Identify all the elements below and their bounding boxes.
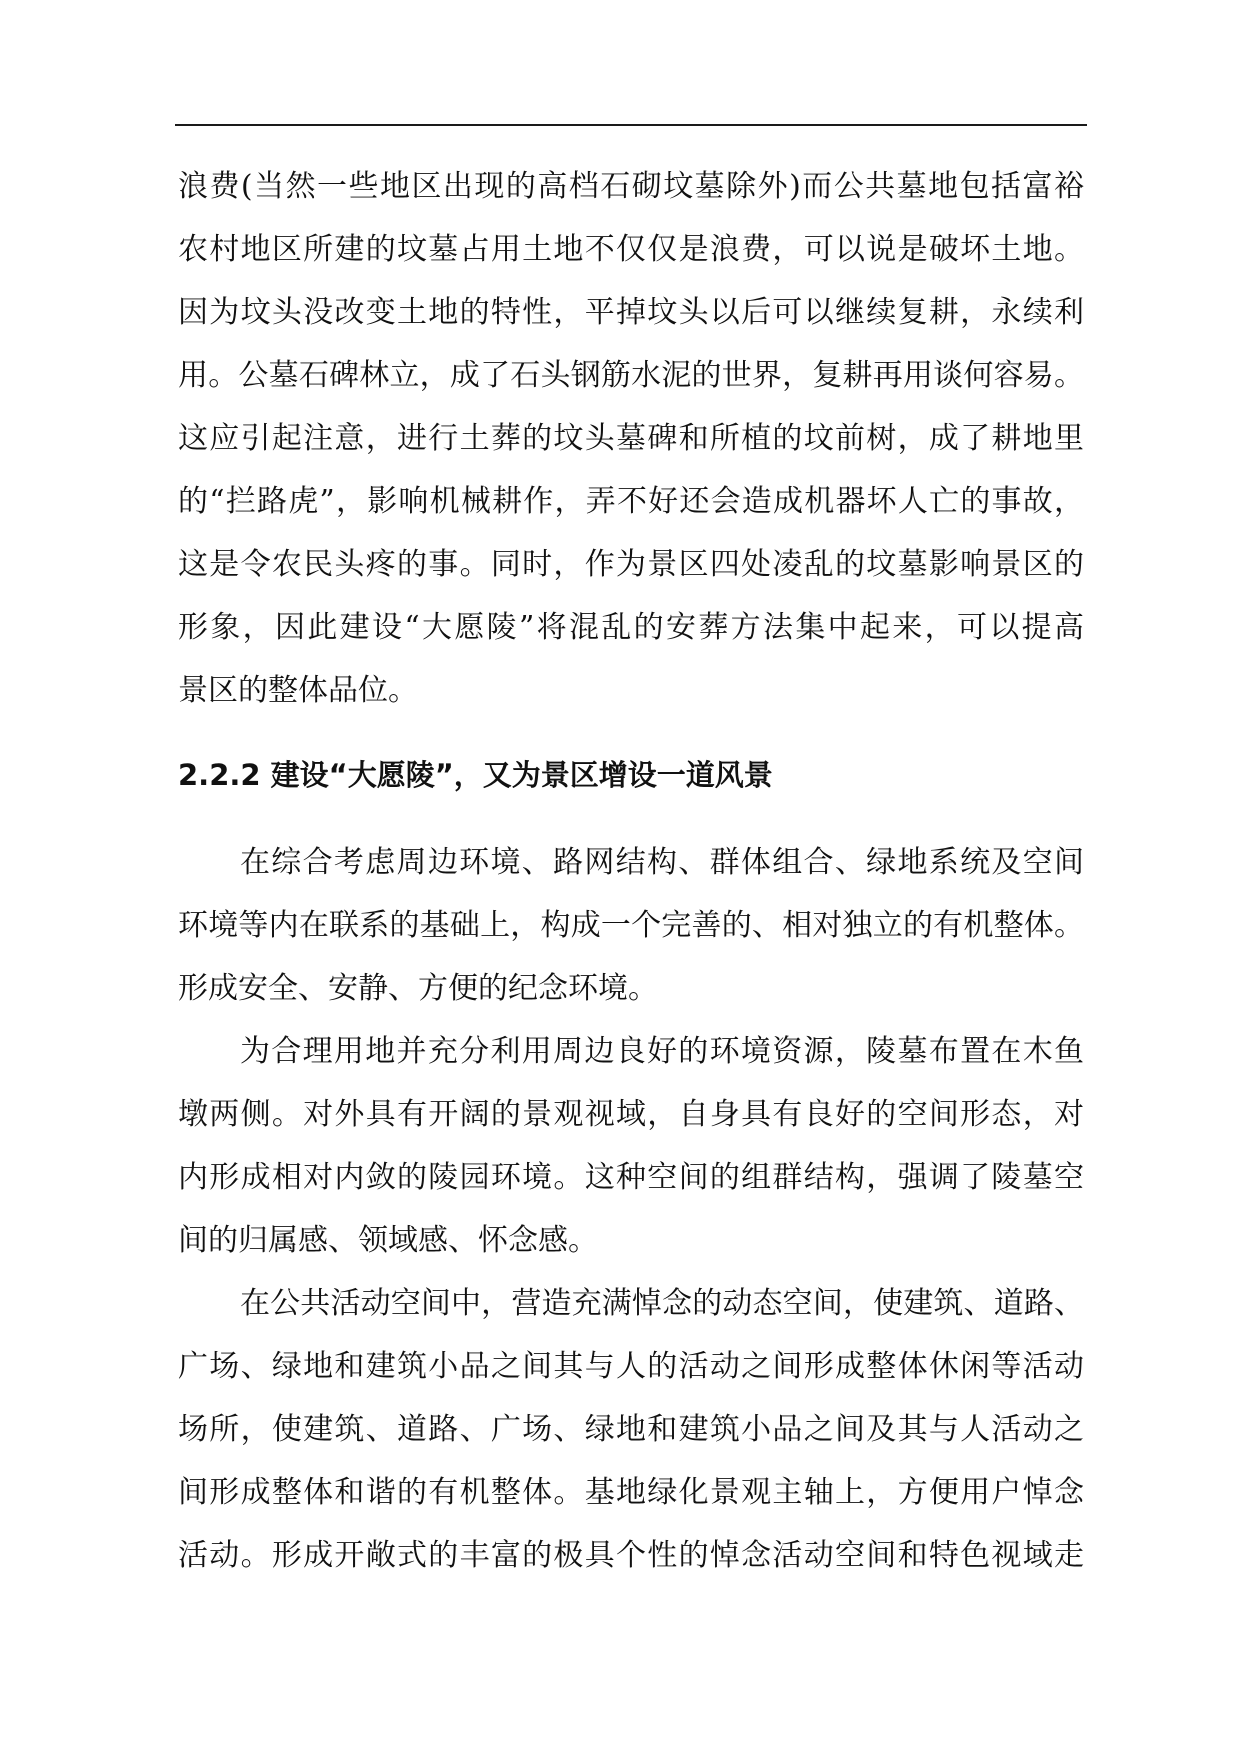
text-line: 用。公墓石碑林立，成了石头钢筋水泥的世界，复耕再用谈何容易。 <box>178 358 1084 393</box>
text-line: 间形成整体和谐的有机整体。基地绿化景观主轴上，方便用户悼念 <box>178 1475 1084 1510</box>
header-rule <box>175 124 1087 126</box>
text-line: 在公共活动空间中，营造充满悼念的动态空间，使建筑、道路、 <box>240 1286 1084 1321</box>
text-line: 场所，使建筑、道路、广场、绿地和建筑小品之间及其与人活动之 <box>178 1412 1084 1447</box>
text-line: 墩两侧。对外具有开阔的景观视域，自身具有良好的空间形态，对 <box>178 1097 1084 1132</box>
text-line: 形成安全、安静、方便的纪念环境。 <box>178 971 658 1006</box>
text-line: 这应引起注意，进行土葬的坟头墓碑和所植的坟前树，成了耕地里 <box>178 421 1084 456</box>
text-line: 内形成相对内敛的陵园环境。这种空间的组群结构，强调了陵墓空 <box>178 1160 1084 1195</box>
paragraph-4 <box>178 1272 1084 1587</box>
text-line: 广场、绿地和建筑小品之间其与人的活动之间形成整体休闲等活动 <box>178 1349 1084 1384</box>
paragraph-2 <box>178 831 1084 1020</box>
text-line: 在综合考虑周边环境、路网结构、群体组合、绿地系统及空间 <box>240 845 1084 880</box>
text-line: 农村地区所建的坟墓占用土地不仅仅是浪费，可以说是破坏土地。 <box>178 232 1084 267</box>
text-line: 为合理用地并充分利用周边良好的环境资源，陵墓布置在木鱼 <box>240 1034 1084 1069</box>
text-line: 活动。形成开敞式的丰富的极具个性的悼念活动空间和特色视域走 <box>178 1538 1084 1573</box>
text-line: 浪费(当然一些地区出现的高档石砌坟墓除外)而公共墓地包括富裕 <box>178 169 1084 204</box>
paragraph-1 <box>178 155 1084 722</box>
text-line: 间的归属感、领域感、怀念感。 <box>178 1223 598 1258</box>
document-body <box>178 155 1084 1587</box>
text-line: 这是令农民头疼的事。同时，作为景区四处凌乱的坟墓影响景区的 <box>178 547 1084 582</box>
section-heading: 2.2.2 建设“大愿陵”，又为景区增设一道风景 <box>178 758 773 792</box>
text-line: 因为坟头没改变土地的特性，平掉坟头以后可以继续复耕，永续利 <box>178 295 1084 330</box>
text-line: 形象，因此建设“大愿陵”将混乱的安葬方法集中起来，可以提高 <box>178 610 1084 645</box>
paragraph-3 <box>178 1020 1084 1272</box>
text-line: 环境等内在联系的基础上，构成一个完善的、相对独立的有机整体。 <box>178 908 1084 943</box>
text-line: 的“拦路虎”，影响机械耕作，弄不好还会造成机器坏人亡的事故， <box>178 484 1084 519</box>
text-line: 景区的整体品位。 <box>178 673 418 708</box>
